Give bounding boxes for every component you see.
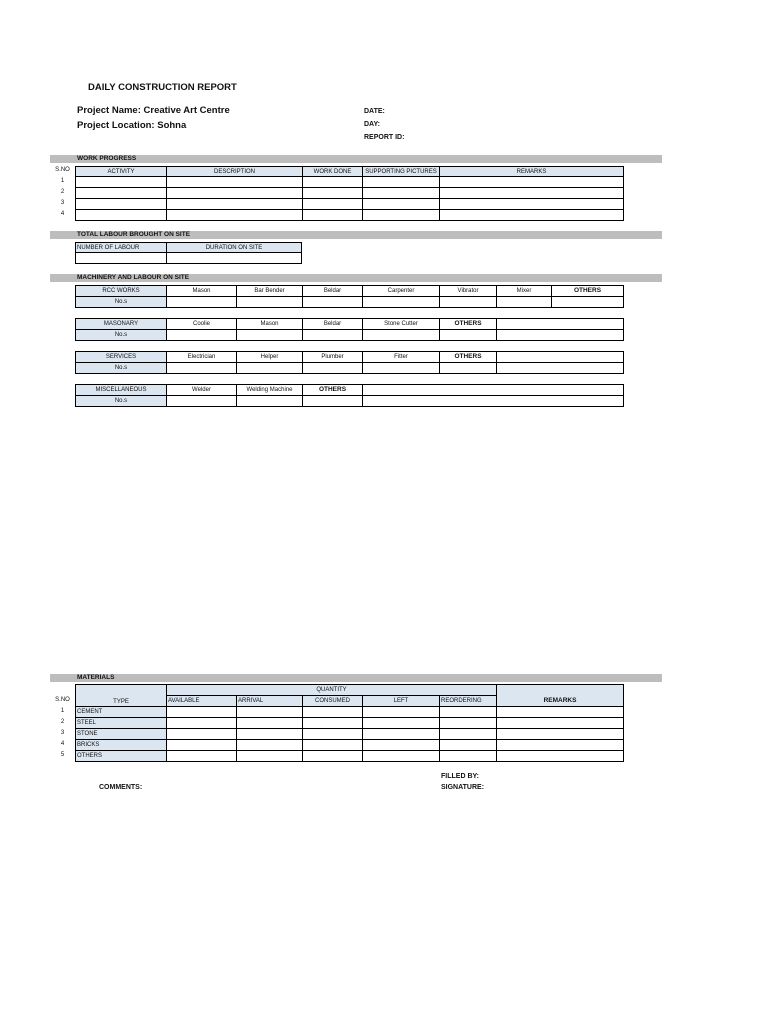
work-progress-row-number: 3 bbox=[60, 200, 65, 206]
materials-quantity-column: ARRIVAL bbox=[236, 695, 303, 707]
materials-type-cell: STEEL bbox=[75, 717, 167, 729]
machinery-item: Carpenter bbox=[362, 285, 440, 297]
machinery-item: Vibrator bbox=[439, 285, 497, 297]
materials-value-cell[interactable] bbox=[236, 750, 303, 762]
machinery-item: Helper bbox=[236, 351, 303, 363]
machinery-title: MACHINERY AND LABOUR ON SITE bbox=[77, 274, 190, 281]
materials-row-number: 3 bbox=[60, 730, 65, 736]
materials-quantity-column: CONSUMED bbox=[302, 695, 363, 707]
work-progress-row-number: 4 bbox=[60, 211, 65, 217]
date-label: DATE: bbox=[364, 108, 385, 115]
materials-value-cell[interactable] bbox=[496, 750, 624, 762]
machinery-count-cell[interactable] bbox=[362, 395, 624, 407]
machinery-count-cell[interactable] bbox=[362, 296, 440, 308]
machinery-item: Welding Machine bbox=[236, 384, 303, 396]
machinery-count-cell[interactable] bbox=[496, 362, 624, 374]
machinery-count-cell[interactable] bbox=[302, 296, 363, 308]
machinery-group-name: MASONARY bbox=[75, 318, 167, 330]
report-id-label: REPORT ID: bbox=[364, 134, 405, 141]
labour-duration-cell[interactable] bbox=[166, 252, 302, 264]
machinery-nos-label: No.s bbox=[75, 362, 167, 374]
machinery-count-cell[interactable] bbox=[302, 329, 363, 341]
machinery-item: Mason bbox=[166, 285, 237, 297]
machinery-item: Fitter bbox=[362, 351, 440, 363]
materials-quantity-header: QUANTITY bbox=[166, 684, 497, 696]
materials-value-cell[interactable] bbox=[439, 750, 497, 762]
machinery-count-cell[interactable] bbox=[166, 296, 237, 308]
machinery-count-cell[interactable] bbox=[302, 395, 363, 407]
work-progress-band bbox=[50, 155, 662, 163]
machinery-count-cell[interactable] bbox=[236, 395, 303, 407]
machinery-count-cell[interactable] bbox=[236, 296, 303, 308]
work-progress-sno-header: S.NO bbox=[55, 167, 70, 173]
machinery-nos-label: No.s bbox=[75, 329, 167, 341]
machinery-item: Mason bbox=[236, 318, 303, 330]
machinery-count-cell[interactable] bbox=[236, 329, 303, 341]
machinery-item: Bar Bender bbox=[236, 285, 303, 297]
project-name: Project Name: Creative Art Centre bbox=[77, 105, 230, 116]
machinery-item: Beldar bbox=[302, 318, 363, 330]
comments-label: COMMENTS: bbox=[99, 784, 143, 791]
labour-number-header: NUMBER OF LABOUR bbox=[75, 242, 167, 253]
materials-row-number: 1 bbox=[60, 708, 65, 714]
work-progress-cell[interactable] bbox=[166, 209, 303, 221]
machinery-count-cell[interactable] bbox=[236, 362, 303, 374]
machinery-count-cell[interactable] bbox=[362, 362, 440, 374]
report-title: DAILY CONSTRUCTION REPORT bbox=[88, 82, 237, 93]
materials-type-cell: OTHERS bbox=[75, 750, 167, 762]
machinery-group-name: RCC WORKS bbox=[75, 285, 167, 297]
materials-value-cell[interactable] bbox=[362, 750, 440, 762]
machinery-item: OTHERS bbox=[439, 318, 497, 330]
machinery-nos-label: No.s bbox=[75, 395, 167, 407]
materials-value-cell[interactable] bbox=[302, 750, 363, 762]
materials-row-number: 2 bbox=[60, 719, 65, 725]
signature-label: SIGNATURE: bbox=[441, 784, 485, 791]
materials-quantity-column: REORDERING bbox=[439, 695, 497, 707]
labour-duration-header: DURATION ON SITE bbox=[166, 242, 302, 253]
materials-sno-header: S.NO bbox=[55, 697, 70, 703]
work-progress-header-4: REMARKS bbox=[439, 166, 624, 177]
machinery-band bbox=[50, 274, 662, 282]
day-label: DAY: bbox=[364, 121, 380, 128]
machinery-count-cell[interactable] bbox=[551, 296, 624, 308]
work-progress-header-1: DESCRIPTION bbox=[166, 166, 303, 177]
materials-remarks-header: REMARKS bbox=[496, 684, 624, 707]
work-progress-header-3: SUPPORTING PICTURES bbox=[362, 166, 440, 177]
machinery-item: Electrician bbox=[166, 351, 237, 363]
machinery-count-cell[interactable] bbox=[166, 362, 237, 374]
machinery-nos-label: No.s bbox=[75, 296, 167, 308]
work-progress-cell[interactable] bbox=[75, 209, 167, 221]
machinery-item: Mixer bbox=[496, 285, 552, 297]
machinery-count-cell[interactable] bbox=[362, 329, 440, 341]
filled-by-label: FILLED BY: bbox=[441, 773, 479, 780]
labour-band bbox=[50, 231, 662, 239]
machinery-item: OTHERS bbox=[439, 351, 497, 363]
machinery-item: OTHERS bbox=[302, 384, 363, 396]
project-location: Project Location: Sohna bbox=[77, 120, 187, 131]
materials-type-cell: STONE bbox=[75, 728, 167, 740]
work-progress-row-number: 2 bbox=[60, 189, 65, 195]
machinery-item: Welder bbox=[166, 384, 237, 396]
materials-quantity-column: LEFT bbox=[362, 695, 440, 707]
work-progress-cell[interactable] bbox=[302, 209, 363, 221]
work-progress-header-0: ACTIVITY bbox=[75, 166, 167, 177]
labour-number-cell[interactable] bbox=[75, 252, 167, 264]
work-progress-cell[interactable] bbox=[439, 209, 624, 221]
machinery-item: Coolie bbox=[166, 318, 237, 330]
work-progress-cell[interactable] bbox=[362, 209, 440, 221]
materials-type-header: TYPE bbox=[75, 684, 167, 707]
work-progress-title: WORK PROGRESS bbox=[77, 155, 137, 162]
machinery-count-cell[interactable] bbox=[166, 329, 237, 341]
materials-title: MATERIALS bbox=[77, 674, 115, 681]
materials-row-number: 5 bbox=[60, 752, 65, 758]
materials-type-cell: BRICKS bbox=[75, 739, 167, 751]
machinery-count-cell[interactable] bbox=[496, 296, 552, 308]
work-progress-row-number: 1 bbox=[60, 178, 65, 184]
machinery-item: Beldar bbox=[302, 285, 363, 297]
machinery-count-cell[interactable] bbox=[439, 329, 497, 341]
work-progress-header-2: WORK DONE bbox=[302, 166, 363, 177]
materials-quantity-column: AVAILABLE bbox=[166, 695, 237, 707]
machinery-count-cell[interactable] bbox=[302, 362, 363, 374]
machinery-item: OTHERS bbox=[551, 285, 624, 297]
materials-type-cell: CEMENT bbox=[75, 706, 167, 718]
labour-title: TOTAL LABOUR BROUGHT ON SITE bbox=[77, 231, 191, 238]
machinery-count-cell[interactable] bbox=[166, 395, 237, 407]
machinery-count-cell[interactable] bbox=[439, 296, 497, 308]
machinery-group-name: MISCELLANEOUS bbox=[75, 384, 167, 396]
machinery-count-cell[interactable] bbox=[496, 329, 624, 341]
machinery-item: Stone Cutter bbox=[362, 318, 440, 330]
materials-value-cell[interactable] bbox=[166, 750, 237, 762]
machinery-item: Plumber bbox=[302, 351, 363, 363]
machinery-group-name: SERVICES bbox=[75, 351, 167, 363]
materials-band bbox=[50, 674, 662, 682]
machinery-count-cell[interactable] bbox=[439, 362, 497, 374]
materials-row-number: 4 bbox=[60, 741, 65, 747]
